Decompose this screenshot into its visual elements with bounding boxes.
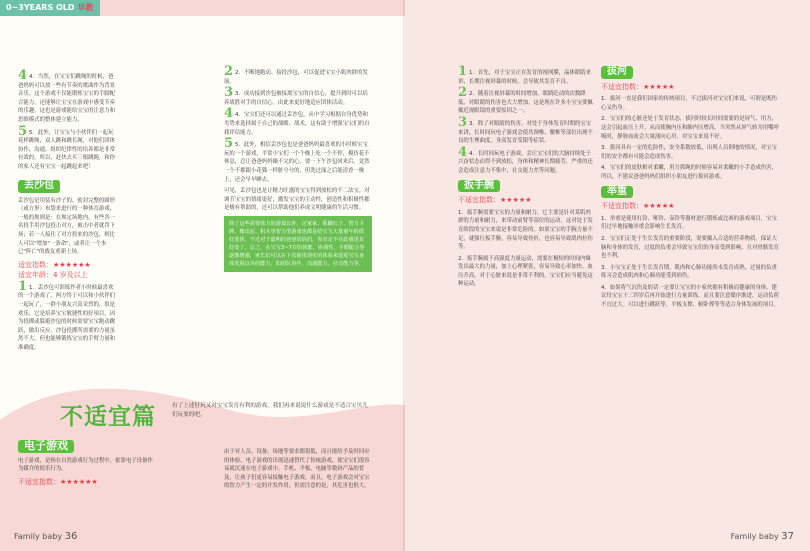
paragraph: 3．拔河具有一定的危险性，安全系数较低，出现人员倒地的情况，对宝宝们的安全都有可能会造成伤害。: [601, 145, 777, 160]
section-title-shabao: 丢沙包: [18, 180, 60, 193]
paragraph: 4 4．宝宝们还可以通过丢沙包，从中学习根据自身优势和劣势来选择属于自己的战略、战术，这有助于增强宝宝们的自我评估能力。: [224, 106, 370, 136]
paragraph: 4 4．当然，在宝宝们跳绳的时候，爸爸妈妈可以放一些有节奏的歌曲作为背景音乐。这个游戏不仅能锻炼宝宝的手脚配合能力，还能够让宝宝在游戏中感受节奏的乐趣，这也是游戏能给宝宝的注意力和思维模式的整体建立能力。: [18, 68, 116, 123]
paragraph: 3 3．成功接到沙包被接离宝宝的自信心，提升到时可以培养战胜对手的自信心。由此来更好地适应团体活动。: [224, 85, 368, 106]
rating-game: 不适宜指数：★★★★★★: [18, 477, 98, 486]
paragraph: 3 3．除了对眼睛的伤害，对处于身体发育时期的宝宝来讲，长时间玩电子游戏会使其颈椎、腰椎等部位出现不良的生理曲度，身高发育受限等症状。: [458, 114, 593, 145]
paragraph: 2 2．随着注视屏幕的时间增加，眼睛眨动的次数降低，对眼睛的伤害也大大增加。这是现在许多小宝宝要佩戴近视眼镜的重要原因之一。: [458, 85, 593, 115]
paragraph: 1．举重是使用杠铃、哑铃、壶铃等器材进行锻炼或比赛的游戏项目，宝宝们过早地接触举重会影响生长发育。: [601, 215, 777, 231]
left-column-3: [224, 448, 374, 494]
game-body: 电子游戏，是指在自然游戏行为过程中，依靠电子设备作为媒介的娱乐行为。: [18, 457, 153, 473]
paragraph: 3．小宝宝正处于生长发育期，肌肉和心肺功能尚未发育成熟，过量的负重练习会造成肌肉和心肺功能受到损伤。: [601, 264, 777, 280]
header-label: [0, 0, 100, 16]
rating-shabao: 适宜指数：★★★★★★: [18, 260, 91, 269]
paragraph: 由于对人员、设备、场地等要求都很低，而且能给予及时回应的体验，电子游戏的出现迅速替代了传统游戏，使宝宝们很容易就沉迷在电子游戏中。手机、平板、电脑等数码产品的普及，让孩子们更容易接触电子游戏。而且，电子游戏会对宝宝的智力产生一定的开发作用，但需注意的是，其危害也很大。: [224, 449, 370, 490]
page-number: 37: [781, 531, 794, 542]
page-number: 36: [64, 531, 78, 542]
right-column-2: [601, 66, 781, 313]
section-title-wrist: 扳手腕: [458, 180, 500, 193]
paragraph: 1．扳手腕需要宝宝的力量和耐力，它主要是针对某肌肉群的力量和耐力，来带动前臂等部位的运动，这对处于发育阶段的宝宝来说是非常危险的。如果宝宝的手腕力量不足，就强行扳手腕，容易导致骨折，也容易导致肌肉拉伤等。: [458, 209, 593, 251]
paragraph: 4．如果将气沉伤及的话一定要让宝宝的小家伙拥有积极而健康的身体，建议每宝宝十三四岁后再开始进行力量训练。而且要注意循序渐进，运动负荷不宜过大。可以进行跳跃等，平板支撑、俯卧撑等等适合身体发展的项目。: [601, 284, 779, 309]
section-title-tug: 拔河: [601, 66, 633, 79]
paragraph: 1 1．丢沙包可训练作者小时候最喜欢的一个游戏了，两方终于可以和小伙伴们一起玩了，一群小朋友兴高采烈的，很是欢乐。它是培养宝宝敏捷性的好项目，因为投掷或躲避沙包的时候需要宝宝跑动跳跃，做出反应。沙包投掷所需要的力量虽然不大，但也能够锻炼宝宝的手臂力量和准确度。: [18, 278, 116, 351]
paragraph: 2．宝宝们正处于生长发育的重要阶段，需要摄入合适的营养物质，保证大脑和身体的发育，过度的负重会导致宝宝们的身高受到影响，且对骨骼发育也不利。: [601, 235, 779, 260]
paragraph: 1．拔河一直是我们国家的传统项目，不过拔河对宝宝们来说，可谓是既伤心又伤身。: [601, 96, 777, 111]
rating-lift: 不适宜指数：★★★★★: [601, 202, 675, 211]
paragraph: 2 2．不断地跑动、接投沙包，可以促进宝宝小肌肉群的发展。: [224, 64, 368, 85]
paragraph: 4．宝宝们的皮肤相对柔嫩，用力抓绳的时候容易对柔嫩的小手造成伤害，所以，不建议爸爸妈妈们组织小朋友进行拔河游戏。: [601, 165, 777, 180]
tip-box: 除了这些需要体力的游戏以外，过家家、抓蝴石子、智力卡牌、橡皮泥、积木等智力型游戏也都是给宝宝大量童年的很好选择，不过对于聪明的爸爸妈妈们，你肯定不在此重述其好处了。总之，在宝宝3~7岁的体能、协调性、手眼配合等逐渐增强，家长们可以在下次使用现实的体验来促进宝宝身体发展以外的能力，如团队协作、沟通能力、社交能力等。: [224, 216, 372, 272]
paragraph: 4 4．长时间玩电子游戏，会让宝宝们的大脑持续处于兴奋状态而得不到放松，身体和精神长期疲劳，严重的还会造成注意力不集中、社交能力差等问题。: [458, 144, 593, 174]
left-column-1b: [18, 180, 116, 356]
paragraph: 可见，丢沙包也是让精力旺盛的宝宝得到放松的不二法宝。对调节宝宝的情绪更好，激发宝宝的主动性，创造性和积极性都是极有帮助的，还可以帮助他们养成文明健康的生活习惯。: [224, 188, 370, 212]
header-category: 早教: [77, 3, 94, 12]
paragraph: 5 5．此外，相信丢沙包也是爸爸妈妈最喜欢的小时候宝宝玩的一个游戏，平常小宝们一个个晚上吃一个不停，模仿花不休息，总让爸爸妈妈操不完的心，要一下午沙包回来后，竟然一个不都跟小花猫一样脏兮兮的，但洗过澡之后能清香一晚上，还会早早睡去。: [224, 136, 370, 183]
age-shabao: 适宜年龄：4 岁及以上: [18, 270, 88, 279]
paragraph: 5 5．此外，让宝宝与小伙伴们一起玩花样跳绳，双人跳和跳长绳，对他们团体协作、沟通、组织纪律性的培养都是非常有效的，所以，赶快去买三根跳绳，和你的家人还有宝宝一起跳起来吧！: [18, 123, 116, 170]
rating-tug: 不适宜指数：★★★★★: [601, 82, 675, 91]
footer-right: [731, 531, 794, 542]
paragraph: 1 1．首先，对于宝宝正在发育的视网膜，晶体眼睛来讲，长期注视屏幕的时候，会导致其发育不良。: [458, 64, 592, 85]
left-column-1: [18, 68, 116, 175]
header-age-label: 0~3YEARS OLD: [6, 3, 75, 12]
paragraph: 2．宝宝们的心脏还处于发育状态，拔河时较长时间需要的是屏气、用力，这会引起血压上升，从而使胸内压和肺内压增高，当突然从屏气转为用嘴呼吸时，静脉血流会大量涌向心房，对宝宝来说不好。: [601, 116, 779, 140]
section-title-lift: 举重: [601, 186, 633, 199]
section-title-game: 电子游戏: [18, 440, 74, 453]
paragraph: 2．扳手腕属于高强度力量运动，需要在极短的时间内爆发出最大的力量，加上心理紧张，容易导致心率加快、血压升高，对于心脏来说是非常不利的。宝宝们应当避免这种运动。: [458, 255, 593, 288]
right-column-1: [458, 64, 593, 292]
footer-brand: Family baby: [14, 532, 63, 541]
right-page: [405, 0, 810, 551]
rating-wrist: 不适宜指数：★★★★★: [458, 196, 532, 205]
section-big-title: 不适宜篇: [60, 404, 156, 430]
footer-brand: Family baby: [730, 532, 779, 541]
game-section: [18, 440, 153, 487]
footer-left: [14, 531, 77, 542]
left-column-2: [224, 64, 372, 272]
section-body: 丢沙包是用装有沙子的、密封完整的圆形（或方形）布袋来进行的一种体育游戏，一般的规则是：在规定场地内，有些各一名投手用沙包投击对方，被击中者就罚下场；若一人接住了对方投来的沙包，则比人可以"增加"一条命"，或者让一个本已"阵亡"的战友重新上场。: [18, 197, 116, 256]
section-intro: 有了上述好玩又对宝宝发育有利的游戏，我们再来说说什么游戏是不适合宝贝儿们玩耍的吧。: [172, 403, 368, 418]
